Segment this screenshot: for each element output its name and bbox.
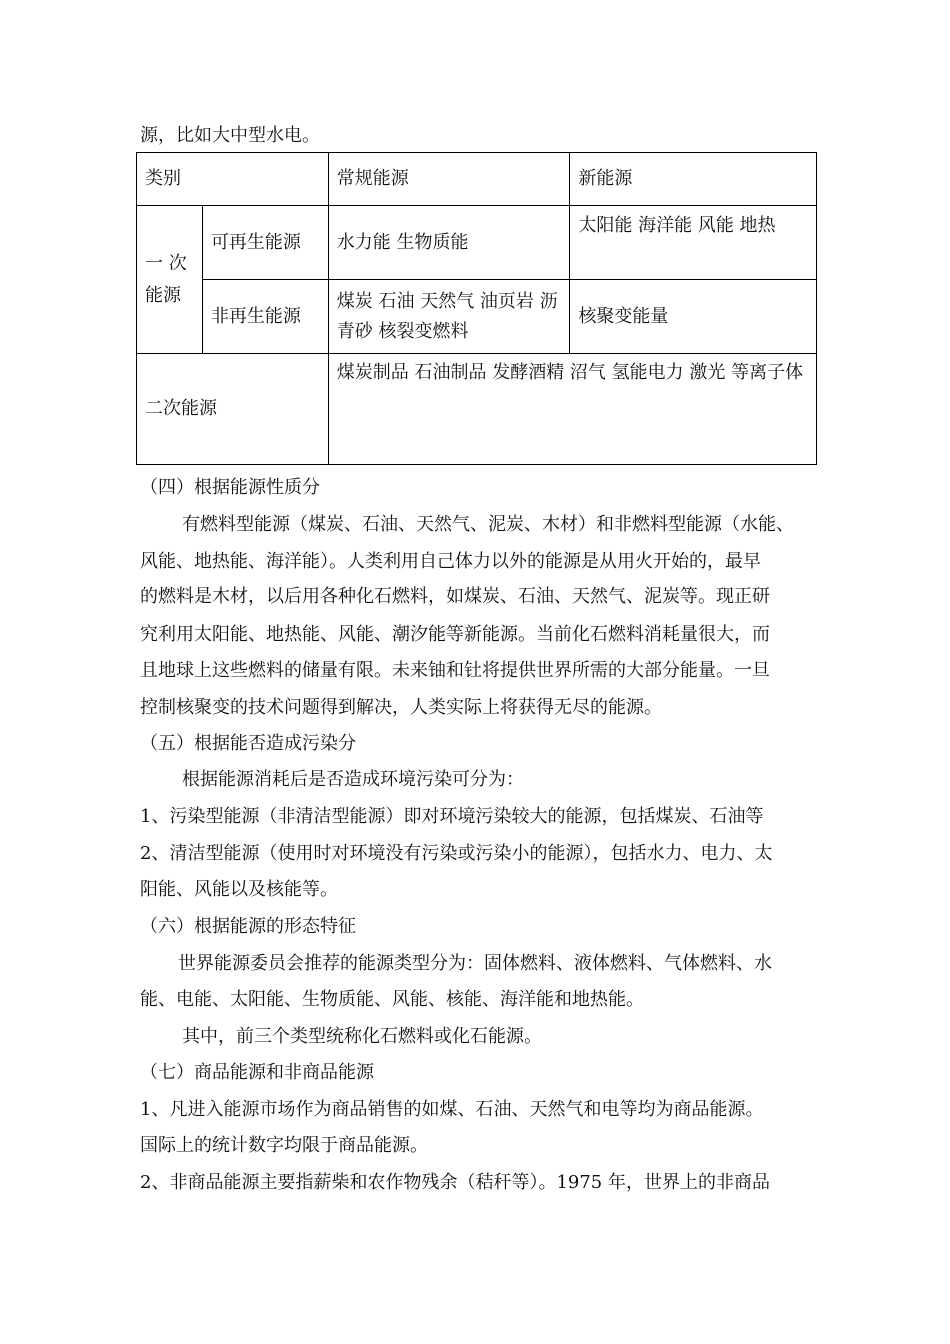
secondary-energy-label: 二次能源 (137, 354, 329, 465)
list-item: 1、凡进入能源市场作为商品销售的如煤、石油、天然气和电等均为商品能源。 (140, 1099, 764, 1120)
table-row (137, 206, 817, 280)
paragraph-line: 能、电能、太阳能、生物质能、风能、核能、海洋能和地热能。 (140, 989, 644, 1010)
section-6-title: （六）根据能源的形态特征 (140, 916, 356, 937)
paragraph-line: 有燃料型能源（煤炭、石油、天然气、泥炭、木材）和非燃料型能源（水能、 (182, 514, 794, 535)
section-4-title: （四）根据能源性质分 (140, 477, 320, 498)
list-item: 2、非商品能源主要指薪柴和农作物残余（秸秆等）。1975 年，世界上的非商品 (140, 1172, 770, 1193)
table-row (137, 280, 817, 354)
nonrenewable-new: 核聚变能量 (570, 280, 817, 354)
paragraph-line: 根据能源消耗后是否造成环境污染可分为： (182, 769, 524, 790)
header-conventional: 常规能源 (328, 153, 570, 206)
nonrenewable-conventional: 煤炭 石油 天然气 油页岩 沥青砂 核裂变燃料 (328, 280, 570, 354)
paragraph-line: 的燃料是木材，以后用各种化石燃料，如煤炭、石油、天然气、泥炭等。现正研 (140, 586, 770, 607)
paragraph-line: 阳能、风能以及核能等。 (140, 879, 338, 900)
paragraph-line: 其中，前三个类型统称化石燃料或化石能源。 (182, 1026, 542, 1047)
paragraph-line: 风能、地热能、海洋能）。人类利用自己体力以外的能源是从用火开始的，最早 (140, 551, 761, 572)
renewable-conventional: 水力能 生物质能 (328, 206, 570, 280)
paragraph-line: 且地球上这些燃料的储量有限。未来铀和钍将提供世界所需的大部分能量。一旦 (140, 660, 770, 681)
paragraph-line: 控制核聚变的技术问题得到解决，人类实际上将获得无尽的能源。 (140, 697, 662, 718)
table-row (137, 354, 817, 465)
nonrenewable-label: 非再生能源 (202, 280, 328, 354)
list-item: 1、污染型能源（非清洁型能源）即对环境污染较大的能源，包括煤炭、石油等 (140, 806, 764, 827)
primary-energy-label: 一 次能源 (137, 206, 203, 354)
paragraph-line: 国际上的统计数字均限于商品能源。 (140, 1135, 428, 1156)
list-item: 2、清洁型能源（使用时对环境没有污染或污染小的能源），包括水力、电力、太 (140, 843, 773, 864)
secondary-energy-content: 煤炭制品 石油制品 发酵酒精 沼气 氢能电力 激光 等离子体 (328, 354, 816, 465)
table-row (137, 153, 817, 206)
energy-classification-table (136, 152, 817, 465)
header-category: 类别 (137, 153, 329, 206)
renewable-label: 可再生能源 (202, 206, 328, 280)
paragraph-line: 世界能源委员会推荐的能源类型分为：固体燃料、液体燃料、气体燃料、水 (178, 953, 772, 974)
intro-tail: 源，比如大中型水电。 (140, 125, 320, 146)
section-7-title: （七）商品能源和非商品能源 (140, 1062, 374, 1083)
header-new: 新能源 (570, 153, 817, 206)
paragraph-line: 究利用太阳能、地热能、风能、潮汐能等新能源。当前化石燃料消耗量很大，而 (140, 624, 770, 645)
renewable-new: 太阳能 海洋能 风能 地热 (570, 206, 817, 280)
section-5-title: （五）根据能否造成污染分 (140, 733, 356, 754)
